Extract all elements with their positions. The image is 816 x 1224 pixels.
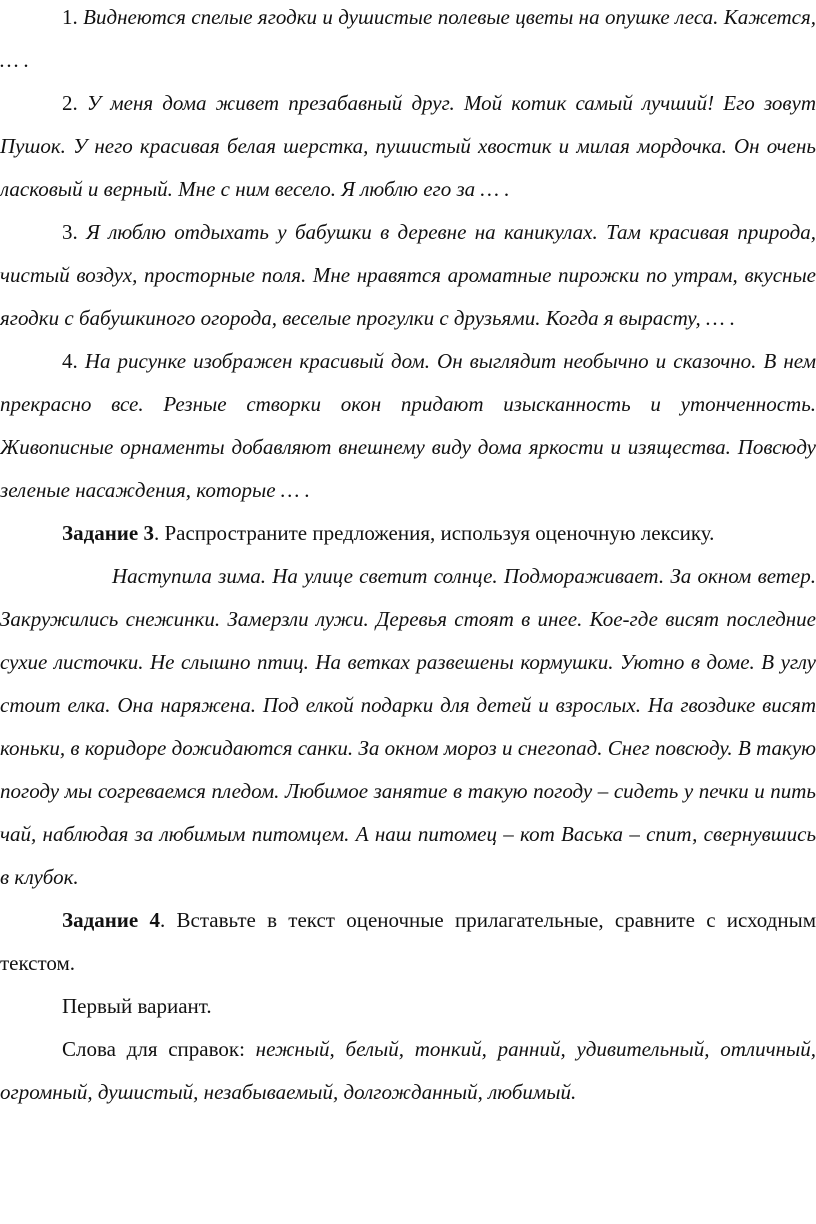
item-3-number: 3. (62, 220, 78, 244)
task4-reference-words: нежный, белый, тонкий, ранний, удивительный, отличный, огромный, душистый, незабываемый, долгожданный, любимый. (0, 1037, 816, 1104)
item-2-number: 2. (62, 91, 78, 115)
item-1-text: Виднеются спелые ягодки и душистые полевые цветы на опушке леса. Кажется, … . (0, 5, 816, 72)
task3-heading (0, 512, 816, 555)
task4-reference (0, 1028, 816, 1114)
item-1 (0, 0, 816, 82)
item-4-text: На рисунке изображен красивый дом. Он выглядит необычно и сказочно. В нем прекрасно все. Резные створки окон придают изысканность и утонченность. Живописные орнаменты добавляют внешнему виду дома яркости и изящества. Повсюду зеленые насаждения, которые … . (0, 349, 816, 502)
item-3-text: Я люблю отдыхать у бабушки в деревне на каникулах. Там красивая природа, чистый воздух, просторные поля. Мне нравятся ароматные пирожки по утрам, вкусные ягодки с бабушкиного огорода, веселые прогулки с друзьями. Когда я вырасту, … . (0, 220, 816, 330)
item-4 (0, 340, 816, 512)
item-2 (0, 82, 816, 211)
item-2-text: У меня дома живет презабавный друг. Мой котик самый лучший! Его зовут Пушок. У него красивая белая шерстка, пушистый хвостик и милая мордочка. Он очень ласковый и верный. Мне с ним весело. Я люблю его за … . (0, 91, 816, 201)
item-4-number: 4. (62, 349, 78, 373)
task3-text: Наступила зима. На улице светит солнце. Подмораживает. За окном ветер. Закружились снежинки. Замерзли лужи. Деревья стоят в инее. Кое-где висят последние сухие листочки. Не слышно птиц. На ветках развешены кормушки. Уютно в доме. В углу стоит елка. Она наряжена. Под елкой подарки для детей и взрослых. На гвоздике висят коньки, в коридоре дожидаются санки. За окном мороз и снегопад. Снег повсюду. В такую погоду мы согреваемся пледом. Любимое занятие в такую погоду – сидеть у печки и пить чай, наблюдая за любимым питомцем. А наш питомец – кот Васька – спит, свернувшись в клубок. (0, 564, 816, 889)
task4-label: Задание 4 (62, 908, 161, 932)
item-3 (0, 211, 816, 340)
task4-reference-label: Слова для справок: (62, 1037, 256, 1061)
item-1-number: 1. (62, 5, 78, 29)
task4-variant: Первый вариант. (62, 994, 212, 1018)
task3-instruction: . Распространите предложения, используя оценочную лексику. (153, 521, 715, 545)
task4-heading (0, 899, 816, 985)
task3-label: Задание 3 (62, 521, 154, 545)
task4-instruction: . Вставьте в текст оценочные прилагательные, сравните с исходным текстом. (0, 908, 816, 975)
